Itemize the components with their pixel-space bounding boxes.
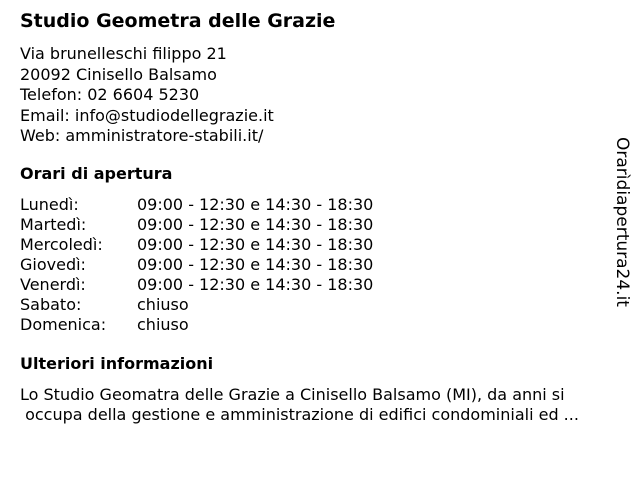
email-line: Email: info@studiodellegrazie.it [20, 105, 274, 125]
day-hours: chiuso [137, 295, 189, 314]
day-label: Giovedì: [20, 255, 86, 274]
day-label: Sabato: [20, 295, 82, 314]
day-hours: 09:00 - 12:30 e 14:30 - 18:30 [137, 235, 374, 254]
description-line: Lo Studio Geomatra delle Grazie a Cinisello Balsamo (MI), da anni si [20, 385, 565, 404]
day-label: Lunedì: [20, 195, 79, 214]
day-label: Domenica: [20, 315, 107, 334]
day-hours: chiuso [137, 315, 189, 334]
hours-row [20, 275, 373, 295]
city-line: 20092 Cinisello Balsamo [20, 64, 217, 84]
day-hours: 09:00 - 12:30 e 14:30 - 18:30 [137, 215, 374, 234]
day-label: Martedì: [20, 215, 87, 234]
description-line: occupa della gestione e amministrazione di edifici condominiali ed ... [20, 405, 579, 424]
hours-row [20, 315, 373, 335]
day-hours: 09:00 - 12:30 e 14:30 - 18:30 [137, 195, 374, 214]
description [20, 385, 630, 425]
hours-row [20, 215, 373, 235]
hours-row [20, 255, 373, 275]
hours-row [20, 235, 373, 255]
day-hours: 09:00 - 12:30 e 14:30 - 18:30 [137, 255, 374, 274]
hours-row [20, 295, 373, 315]
side-brand-watermark: Orarìdiapertura24.it [612, 137, 632, 307]
more-info-heading: Ulteriori informazioni [20, 354, 214, 373]
day-label: Venerdì: [20, 275, 86, 294]
opening-hours-heading: Orari di apertura [20, 164, 173, 183]
opening-hours-table [20, 195, 373, 335]
address-line: Via brunelleschi filippo 21 [20, 44, 227, 63]
phone-line: Telefon: 02 6604 5230 [20, 85, 200, 104]
page-title: Studio Geometra delle Grazie [20, 10, 336, 32]
day-hours: 09:00 - 12:30 e 14:30 - 18:30 [137, 275, 374, 294]
contact-block [20, 44, 274, 147]
hours-row [20, 195, 373, 215]
website-line: Web: amministratore-stabili.it/ [20, 126, 264, 145]
day-label: Mercoledì: [20, 235, 103, 254]
